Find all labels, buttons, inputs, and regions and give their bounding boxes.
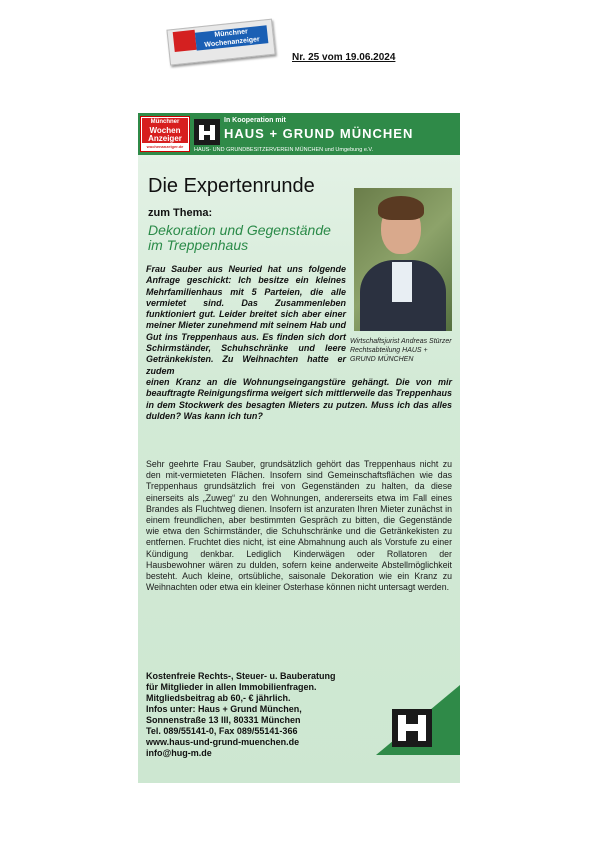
question-text-narrow: Frau Sauber aus Neuried hat uns folgende Anfrage geschickt: Ich besitze ein kleines Mehrfamilienhaus mit 5 Parteien, die alle vermietet sind. Das Zusammenleben funktioniert gut. Leider breitet sich aber einer meiner Mieter zunehmend mit seinem Hab und Gut ins Treppenhaus aus. Es finden sich dort Schirmständer, Schuhschränke und leere Getränkekisten. Zu Weihnachten hatte er zudem: [146, 264, 346, 376]
issue-date: Nr. 25 vom 19.06.2024: [292, 52, 396, 63]
footer-info: [146, 671, 386, 759]
reader-question: [146, 264, 452, 422]
haus-grund-big-logo-icon: [376, 685, 460, 765]
logo-red-block: [173, 30, 197, 52]
cooperation-label: In Kooperation mit: [224, 117, 286, 124]
footer-line: Kostenfreie Rechts-, Steuer- u. Bauberatung: [146, 671, 336, 681]
haus-grund-logo-icon: [194, 119, 220, 145]
logo-line-2: Wochenanzeiger: [204, 36, 261, 49]
haus-grund-subtitle: HAUS- UND GRUNDBESITZERVEREIN MÜNCHEN und Umgebung e.V.: [194, 147, 374, 153]
question-text-wide: einen Kranz an die Wohnungseingangstüre gehängt. Die von mir beauftragte Reinigungsfirma weigert sich mittlerweile das Treppenhaus in dem Stockwerk des besagten Mieters zu putzen. Muss ich das alles dulden? Was kann ich tun?: [146, 376, 452, 421]
topic-title: Dekoration und Gegenstände im Treppenhaus: [148, 222, 331, 253]
newspaper-logo: [166, 14, 278, 69]
footer-line: Mitgliedsbeitrag ab 60,- € jährlich.: [146, 693, 291, 703]
topic-label: zum Thema:: [148, 207, 213, 219]
footer-line: Sonnenstraße 13 III, 80331 München: [146, 715, 301, 725]
footer-line: www.haus-und-grund-muenchen.de: [146, 737, 300, 747]
ww-logo-line-2: Wochen Anzeiger: [142, 127, 188, 143]
footer-line: info@hug-m.de: [146, 748, 212, 758]
article-title: Die Expertenrunde: [148, 175, 315, 197]
article-box: [138, 113, 460, 783]
article-header: [138, 113, 460, 155]
haus-grund-name: HAUS + GRUND MÜNCHEN: [224, 126, 414, 141]
footer-line: Infos unter: Haus + Grund München,: [146, 704, 302, 714]
footer-line: Tel. 089/55141-0, Fax 089/55141-366: [146, 726, 298, 736]
footer-line: für Mitglieder in allen Immobilienfragen.: [146, 682, 317, 692]
ww-logo-line-3: wochenanzeiger.de: [146, 144, 184, 149]
logo-line-1: Münchner: [214, 28, 249, 39]
wochenanzeiger-logo: [140, 116, 190, 152]
photo-caption: Wirtschaftsjurist Andreas Stürzer Rechtsabteilung HAUS + GRUND MÜNCHEN: [350, 338, 452, 363]
ww-logo-line-1: Münchner: [142, 118, 188, 127]
expert-answer: Sehr geehrte Frau Sauber, grundsätzlich gehört das Treppenhaus nicht zu den mit-vermieteten Flächen. Insofern sind Gemeinschaftsflächen wie das Treppenhaus grundsätzlich frei von Gegenständen zu halten, da diese einerseits als „Zuweg“ zu den Wohnungen, andererseits etwa im Fall eines Brandes als Fluchtweg dienen. Insofern ist anzuraten Ihren Mieter zunächst in einem freundlichen, aber bestimmten Gespräch zu bitten, die Gegenstände wie etwa den Schirmständer, die Schuhschränke und die Getränkekisten zu entfernen. Fruchtet dies nicht, ist eine Abmahnung auch als Vorstufe zu einer Kündigung denkbar. Lediglich Kinderwägen oder Rollatoren der Hausbewohner wären zu dulden, sofern keine anderweite Abstellmöglichkeit besteht. Auch kleine, ortsübliche, saisonale Dekoration wie ein Kranz zu Weihnachten oder etwa ein kleiner Osterhase können nicht untersagt werden.: [146, 459, 452, 593]
